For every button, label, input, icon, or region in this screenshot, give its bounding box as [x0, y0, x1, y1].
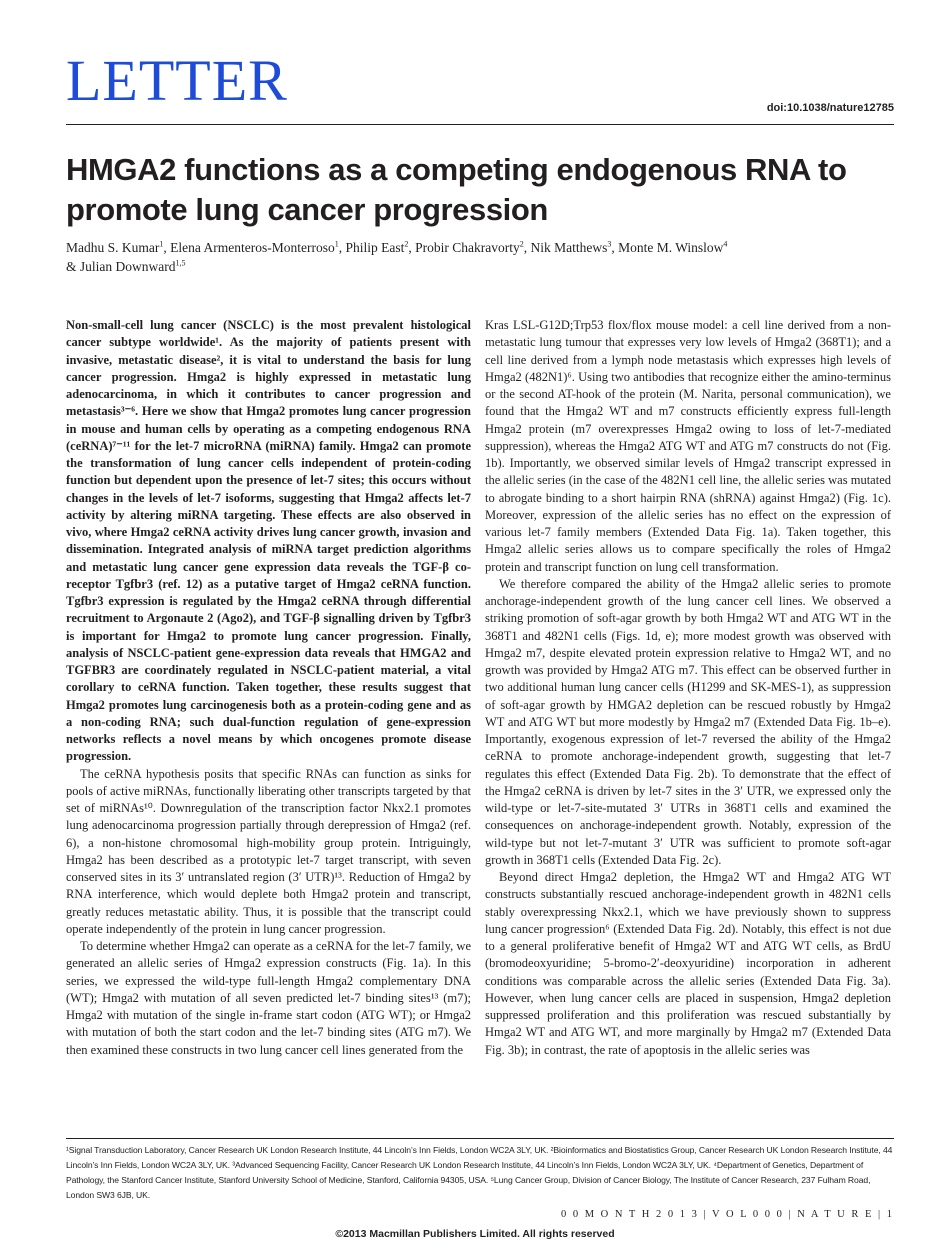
footnote-divider	[66, 1138, 894, 1139]
body-column-left	[66, 317, 471, 1059]
body-paragraph: The ceRNA hypothesis posits that specific RNAs can function as sinks for pools of active miRNAs, functionally liberating other transcripts targeted by that set of miRNAs¹⁰. Downregulation of the transcription factor Nkx2.1 promotes lung adenocarcinoma progression partially through derepression of Hmga2 (ref. 6), a non-histone chromosomal high-mobility group protein. Intriguingly, Hmga2 has been described as a prototypic let-7 target transcript, with seven conserved sites in its 3′ untranslated region (3′ UTR)¹³. Reduction of Hmga2 by RNA interference, which would deplete both Hmga2 protein and transcript, greatly reduces metastatic ability. Thus, it is possible that the transcript could operate independently of the protein in lung cancer progression.	[66, 766, 471, 936]
header-divider	[66, 124, 894, 125]
author-list	[66, 238, 906, 276]
author-affiliation-sup: 2	[519, 239, 524, 249]
body-column-right	[485, 317, 891, 1059]
author-name: & Julian Downward	[66, 259, 176, 274]
affiliations-footnote: ¹Signal Transduction Laboratory, Cancer Research UK London Research Institute, 44 Lincoln’s Inn Fields, London WC2A 3LY, UK. ²Bioinformatics and Biostatistics Group, Cancer Research UK London Research Institute, 44 Lincoln’s Inn Fields, London WC2A 3LY, UK. ³Advanced Sequencing Facility, Cancer Research UK London Research Institute, 44 Lincoln’s Inn Fields, London WC2A 3LY, UK. ⁴Department of Genetics, Department of Pathology, the Stanford Cancer Institute, Stanford University School of Medicine, Stanford, California 94305, USA. ⁵Lung Cancer Group, Division of Cancer Biology, The Institute of Cancer Research, 237 Fulham Road, London SW3 6JB, UK.	[66, 1145, 893, 1200]
author-name: Madhu S. Kumar	[66, 240, 160, 255]
author-name: , Nik Matthews	[523, 240, 608, 255]
author-affiliation-sup: 3	[607, 239, 612, 249]
page-folio: 0 0 M O N T H 2 0 1 3 | V O L 0 0 0 | N A T U R E | 1	[560, 1209, 894, 1220]
body-paragraph: We therefore compared the ability of the Hmga2 allelic series to promote anchorage-independent growth of the lung cancer cell lines. We observed a striking promotion of soft-agar growth by both Hmga2 WT and ATG WT in the 368T1 and 482N1 cells (Figs. 1d, e); more modest growth was observed with Hmga2 m7, despite elevated protein expression relative to Hmga2 WT, and no growth was provided by Hmga2 ATG m7. This effect can be observed further in two additional human lung cancer cells (H1299 and SK-MES-1), as suppression of soft-agar growth by HMGA2 depletion can be rescued robustly by Hmga2 WT and ATG WT but more modestly by Hmga2 m7 (Extended Data Fig. 1b–e). Importantly, exogenous expression of let-7 reversed the ability of the Hmga2 ceRNA to promote anchorage-independent growth, suggesting that let-7 regulates this effect (Extended Data Fig. 2b). To demonstrate that the effect of the Hmga2 ceRNA is driven by let-7 sites in the 3′ UTR, we expressed only the wild-type or let-7-site-mutated 3′ UTRs in 368T1 cells and examined the consequences on anchorage-independent growth. Notably, expression of the wild-type but not let-7-mutant 3′ UTR was sufficient to promote soft-agar growth in 368T1 cells (Extended Data Fig. 2c).	[485, 576, 891, 867]
body-paragraph: Kras LSL-G12D;Trp53 flox/flox mouse model: a cell line derived from a non-metastatic lung tumour that expresses very low levels of Hmga2 (368T1); and a cell line derived from a lymph node metastasis which expresses high levels of Hmga2 (482N1)⁶. Using two antibodies that recognize either the amino-terminus or the second AT-hook of the protein (M. Narita, personal communication), we found that the Hmga2 WT and m7 constructs efficiently express full-length Hmga2 protein (m7 overexpresses Hmga2 owing to loss of let-7-mediated suppression), whereas the Hmga2 ATG WT and ATG m7 constructs do not (Fig. 1b). Importantly, we observed similar levels of Hmga2 transcript expressed in the allelic series (in the case of the 482N1 cell line, the allelic series was mutated to abrogate binding to a short hairpin RNA (shRNA) against Hmga2) (Fig. 1c). Moreover, expression of the allelic series has no effect on the expression of various let-7 family members (Extended Data Fig. 1a). Taken together, this Hmga2 allelic series allows us to compare specifically the roles of Hmga2 protein and transcript function on lung cell transformation.	[485, 318, 891, 574]
author-name: , Philip East	[338, 240, 405, 255]
article-title: HMGA2 functions as a competing endogenous RNA to promote lung cancer progression	[66, 152, 847, 227]
author-affiliation-sup: 1,5	[175, 258, 186, 268]
doi-link[interactable]: doi:10.1038/nature12785	[766, 102, 894, 114]
author-affiliation-sup: 2	[404, 239, 409, 249]
journal-section-label: LETTER	[66, 48, 288, 113]
author-affiliation-sup: 1	[334, 239, 339, 249]
copyright-notice: ©2013 Macmillan Publishers Limited. All rights reserved	[335, 1228, 615, 1240]
author-name: , Monte M. Winslow	[611, 240, 724, 255]
body-paragraph: Beyond direct Hmga2 depletion, the Hmga2 WT and Hmga2 ATG WT constructs substantially rescued anchorage-independent growth in 482N1 cells stably overexpressing Nkx2.1, which we have previously shown to suppress lung cancer progression⁶ (Extended Data Fig. 2d). Notably, this effect is not due to a general proliferative benefit of Hmga2 WT and ATG WT cells, as BrdU (bromodeoxyuridine; 5-bromo-2′-deoxyuridine) incorporation in adherent conditions was comparable across the allelic series (Extended Data Fig. 3a). However, when lung cancer cells are placed in suspension, Hmga2 depletion suppressed proliferation and this proliferation was rescued substantially by Hmga2 WT and ATG WT, and more marginally by Hmga2 m7 (Extended Data Fig. 3b); in contrast, the rate of apoptosis in the allelic series was	[485, 870, 891, 1057]
body-paragraph: To determine whether Hmga2 can operate as a ceRNA for the let-7 family, we generated an allelic series of Hmga2 expression constructs (Fig. 1a). In this series, we expressed the wild-type full-length Hmga2 complementary DNA (WT); Hmga2 with mutation of all seven predicted let-7 binding sites¹³ (m7); Hmga2 with mutation of the single in-frame start codon (ATG WT); or Hmga2 with mutation of both the start codon and the let-7 binding sites (ATG m7). We then examined these constructs in two lung cancer cell lines generated from the	[66, 939, 471, 1057]
author-name: , Elena Armenteros-Monterroso	[163, 240, 335, 255]
author-name: , Probir Chakravorty	[408, 240, 520, 255]
author-affiliation-sup: 1	[159, 239, 164, 249]
abstract-paragraph: Non-small-cell lung cancer (NSCLC) is the most prevalent histological cancer subtype worldwide¹. As the majority of patients present with invasive, metastatic disease², it is vital to understand the basis for lung cancer progression. Hmga2 is highly expressed in metastatic lung adenocarcinoma, in which it contributes to cancer progression and metastasis³⁻⁶. Here we show that Hmga2 promotes lung cancer progression in mouse and human cells by operating as a competing endogenous RNA (ceRNA)⁷⁻¹¹ for the let-7 microRNA (miRNA) family. Hmga2 can promote the transformation of lung cancer cells independent of protein-coding function but dependent upon the presence of let-7 sites; this occurs without changes in the levels of let-7 isoforms, suggesting that Hmga2 affects let-7 activity by altering miRNA targeting. These effects are also observed in vivo, where Hmga2 ceRNA activity drives lung cancer growth, invasion and dissemination. Integrated analysis of miRNA target prediction algorithms and metastatic lung cancer gene expression data reveals the TGF-β co-receptor Tgfbr3 (ref. 12) as a putative target of Hmga2 ceRNA function. Tgfbr3 expression is regulated by the Hmga2 ceRNA through differential recruitment to Argonaute 2 (Ago2), and TGF-β signalling driven by Tgfbr3 is important for Hmga2 to promote lung cancer progression. Finally, analysis of NSCLC-patient gene-expression data reveals that HMGA2 and TGFBR3 are coordinately regulated in NSCLC-patient material, a vital corollary to ceRNA function. Taken together, these results suggest that Hmga2 promotes lung carcinogenesis both as a protein-coding gene and as a non-coding RNA; such dual-function regulation of gene-expression networks reflects a novel means by which oncogenes promote disease progression.	[66, 318, 471, 764]
author-affiliation-sup: 4	[723, 239, 728, 249]
